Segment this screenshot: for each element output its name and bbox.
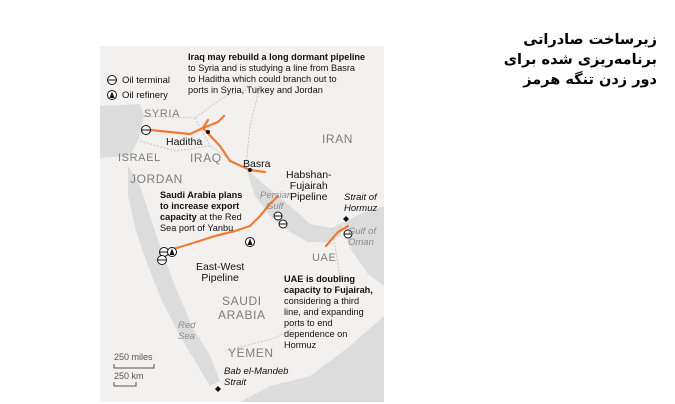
annotation-saudi (160, 190, 280, 234)
label-strait-of: Strait of (344, 192, 377, 203)
annotation-iraq-line3: ports in Syria, Turkey and Jordan (188, 85, 323, 95)
annotation-saudi-bold2: to increase export (160, 201, 240, 211)
label-habshan: Habshan- (286, 169, 332, 181)
annotation-uae-bold2: capacity to Fujairah, (284, 285, 373, 295)
oil-terminal-icon (106, 74, 118, 86)
label-bab-el-mandeb (224, 366, 288, 388)
label-oman: Oman (348, 237, 374, 248)
label-uae: UAE (312, 252, 337, 264)
bab-marker (215, 386, 221, 392)
annotation-saudi-line4: Sea port of Yanbu (160, 223, 234, 233)
annotation-uae-line2: line, and expanding (284, 307, 364, 317)
label-hormuz: Hormuz (344, 203, 378, 214)
persian-title: زیرساخت صادراتی برنامه‌ریزی شده برای دور زدن تنگه هرمز (503, 32, 657, 88)
label-persian: Persian (260, 190, 293, 201)
label-strait-hormuz (344, 192, 377, 214)
annotation-uae (284, 274, 384, 351)
label-habshan-pipeline (286, 170, 332, 203)
label-red: Red (178, 320, 196, 331)
annotation-saudi-bold3: capacity (160, 212, 197, 222)
annotation-uae-line4: dependence on (284, 329, 348, 339)
scale-miles: 250 miles (114, 352, 153, 362)
label-iran: IRAN (322, 132, 354, 146)
label-jordan: JORDAN (130, 172, 183, 186)
scale-km: 250 km (114, 371, 144, 381)
label-gulf-of: Gulf of (348, 226, 376, 237)
legend-terminal-label: Oil terminal (122, 74, 171, 86)
annotation-uae-line1: considering a third (284, 296, 360, 306)
annotation-iraq-bold: Iraq may rebuild a long dormant pipeline (188, 52, 366, 62)
label-iraq: IRAQ (190, 151, 222, 165)
annotation-uae-bold1: UAE is doubling (284, 274, 355, 284)
label-gulf-of-oman (348, 226, 376, 248)
legend-terminal (106, 74, 170, 86)
label-bab-strait: Strait (224, 377, 247, 388)
label-israel: ISRAEL (118, 152, 161, 164)
annotation-iraq-line2: to Haditha which could branch out to (188, 74, 337, 84)
legend-refinery (106, 89, 168, 101)
mediterranean-sea (100, 104, 144, 158)
annotation-uae-line5: Hormuz (284, 340, 317, 350)
label-saudi: SAUDI (222, 294, 262, 308)
annotation-saudi-line3: at the Red (196, 212, 242, 222)
label-gulf: Gulf (266, 201, 284, 212)
label-east-west-pipeline (196, 262, 244, 284)
annotation-saudi-bold1: Saudi Arabia plans (160, 190, 243, 200)
label-basra: Basra (243, 158, 271, 170)
annotation-uae-line3: ports to end (284, 318, 333, 328)
label-haditha: Haditha (166, 136, 203, 148)
label-yemen: YEMEN (228, 346, 274, 360)
label-red-sea (178, 320, 195, 342)
map-panel (100, 46, 384, 402)
label-habshan-pipe: Pipeline (290, 191, 328, 203)
label-syria: SYRIA (144, 108, 181, 120)
oil-refinery-icon (106, 89, 118, 101)
legend-refinery-label: Oil refinery (122, 89, 168, 101)
label-fujairah: Fujairah (289, 180, 328, 192)
label-arabia: ARABIA (218, 308, 266, 322)
label-east-west: East-West (196, 261, 245, 273)
label-sea: Sea (178, 331, 195, 342)
annotation-iraq (188, 52, 384, 96)
label-bab: Bab el-Mandeb (224, 366, 289, 377)
label-east-west-pipe: Pipeline (201, 272, 239, 284)
annotation-iraq-line1: to Syria and is studying a line from Basra (188, 63, 355, 73)
